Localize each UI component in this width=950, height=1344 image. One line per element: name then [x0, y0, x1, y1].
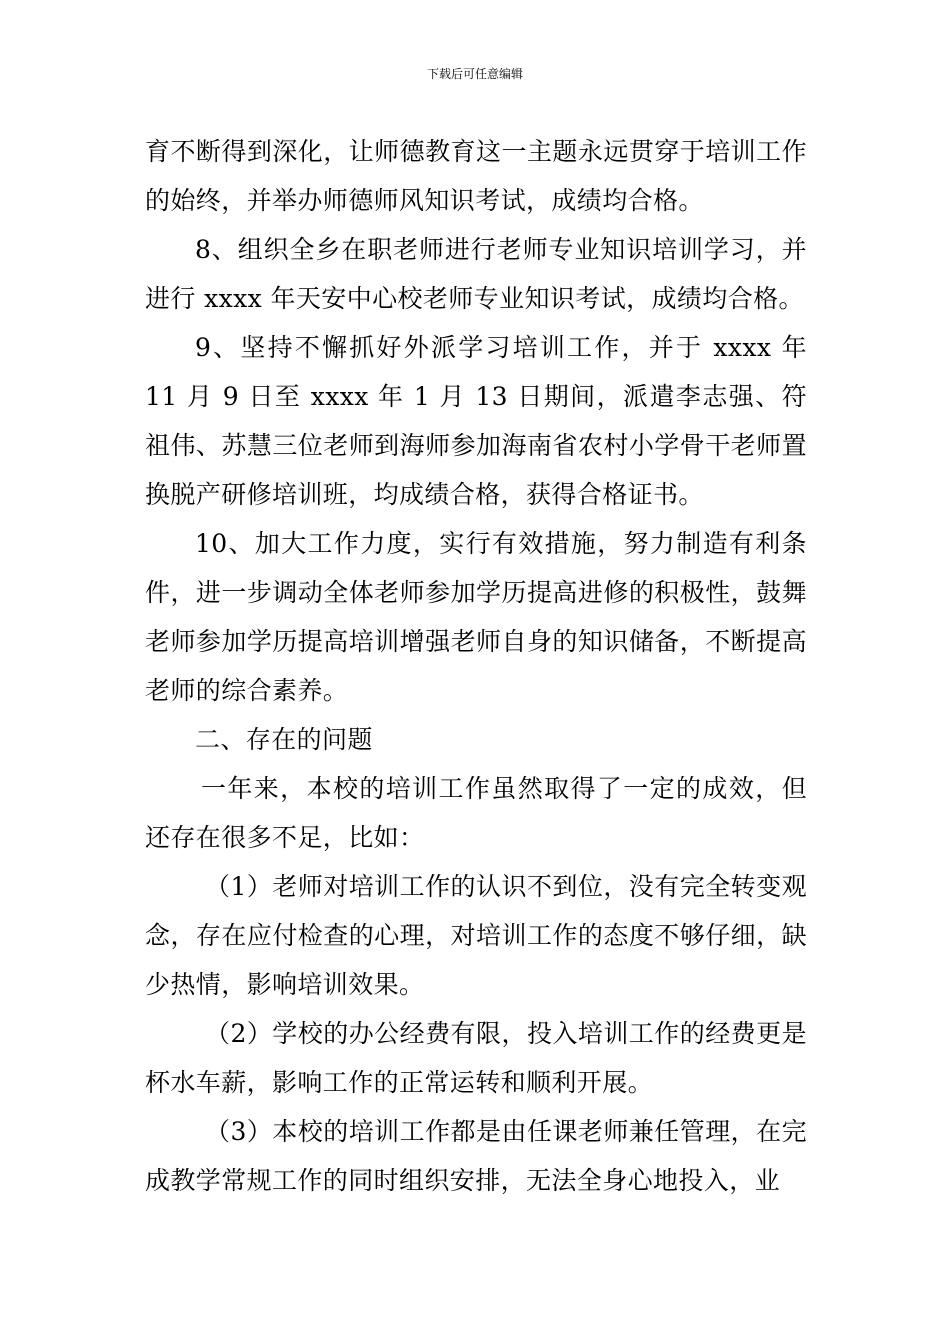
paragraph-item-10: 10、加大工作力度，实行有效措施，努力制造有利条件，进一步调动全体老师参加学历提高进修的积极性，鼓舞老师参加学历提高培训增强老师自身的知识储备，不断提高老师的综合素养。: [145, 529, 807, 705]
paragraph-problem-2: （2）学校的办公经费有限，投入培训工作的经费更是杯水车薪，影响工作的正常运转和顺利开展。: [145, 1019, 807, 1097]
paragraph-problem-1: （1）老师对培训工作的认识不到位，没有完全转变观念，存在应付检查的心理，对培训工作的态度不够仔细，缺少热情，影响培训效果。: [145, 872, 807, 999]
paragraph-continuation: 育不断得到深化，让师德教育这一主题永远贯穿于培训工作的始终，并举办师德师风知识考试，成绩均合格。: [145, 137, 807, 215]
document-body: [145, 127, 807, 1205]
paragraph-item-8: 8、组织全乡在职老师进行老师专业知识培训学习，并进行 xxxx 年天安中心校老师专业知识考试，成绩均合格。: [145, 235, 807, 313]
paragraph-problem-3: （3）本校的培训工作都是由任课老师兼任管理，在完成教学常规工作的同时组织安排，无法全身心地投入，业: [145, 1117, 807, 1195]
page-header: 下载后可任意编辑: [426, 67, 523, 81]
section-heading-problems: 二、存在的问题: [195, 725, 373, 754]
paragraph-item-9: 9、坚持不懈抓好外派学习培训工作，并于 xxxx 年 11 月 9 日至 xxxx 年 1 月 13 日期间，派遣李志强、符祖伟、苏慧三位老师到海师参加海南省农村小学骨干老师置换脱产研修培训班，均成绩合格，获得合格证书。: [145, 333, 807, 509]
paragraph-intro: 一年来，本校的培训工作虽然取得了一定的成效，但还存在很多不足，比如：: [145, 774, 807, 852]
